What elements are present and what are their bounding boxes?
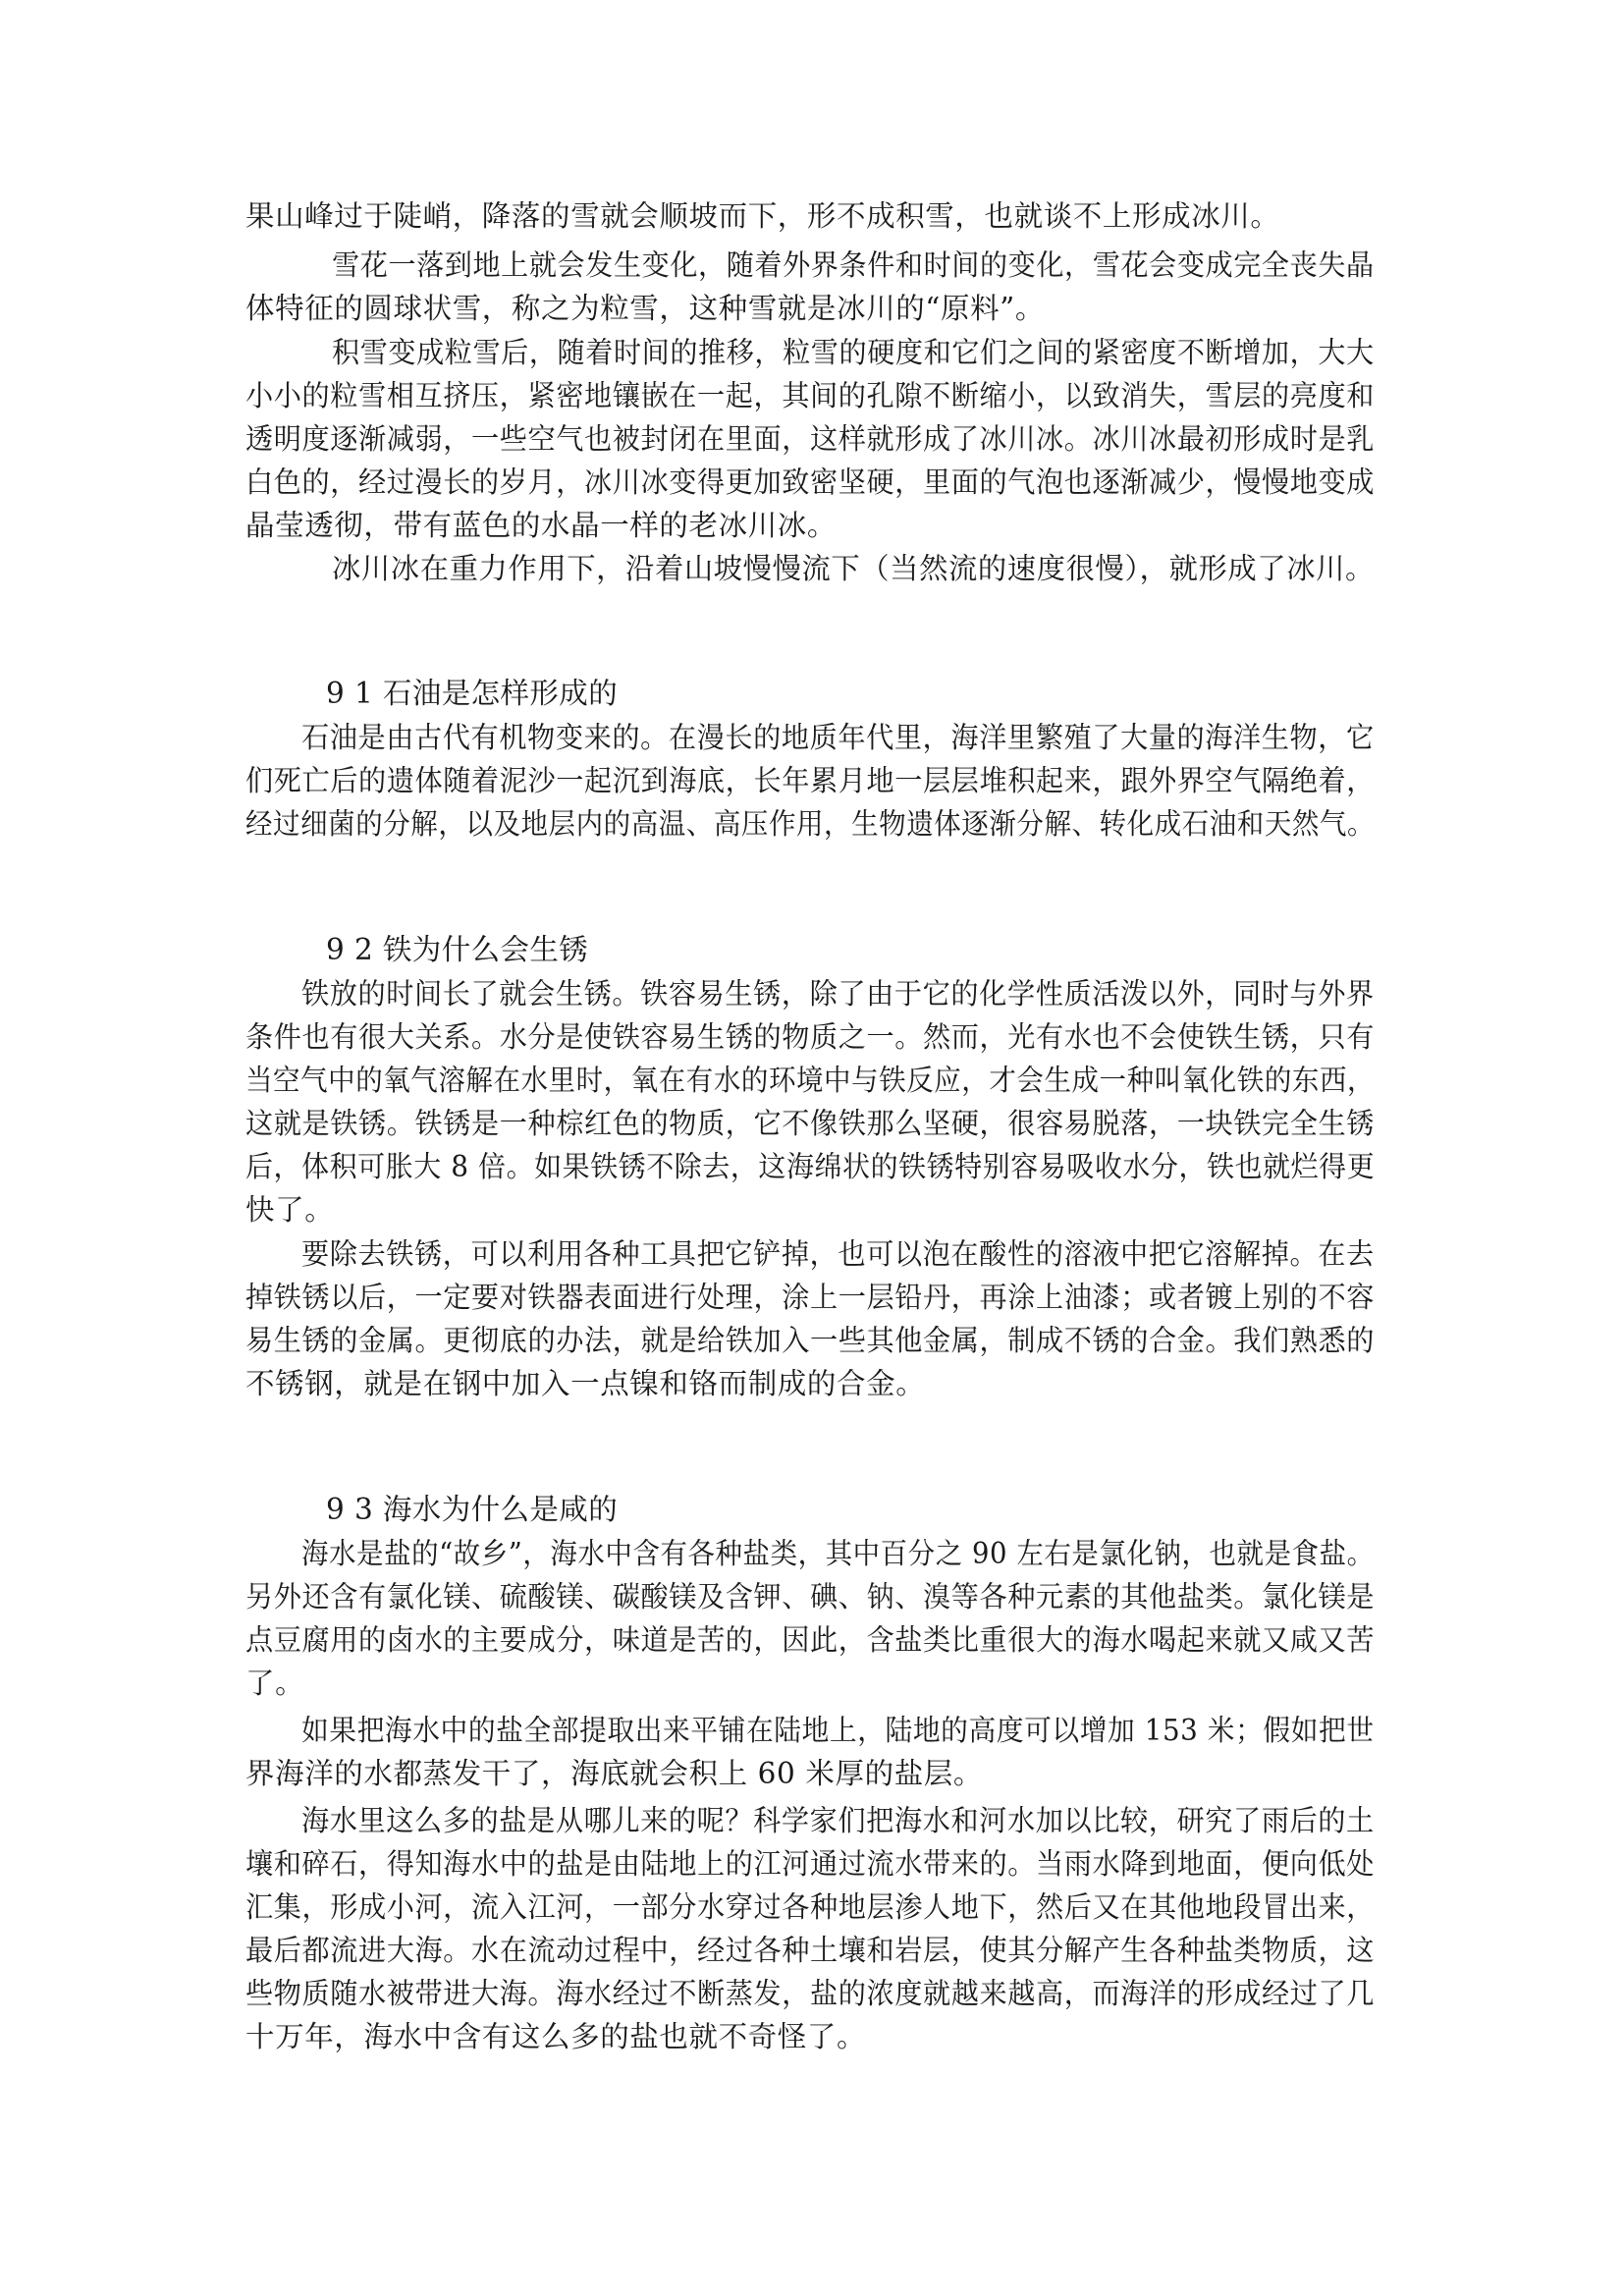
paragraph-line: 海水里这么多的盐是从哪儿来的呢？科学家们把海水和河水加以比较，研究了雨后的土	[301, 1804, 1375, 1837]
section-heading-rust: 9 2 铁为什么会生锈	[326, 933, 589, 966]
paragraph-line: 们死亡后的遗体随着泥沙一起沉到海底，长年累月地一层层堆积起来，跟外界空气隔绝着，	[245, 764, 1375, 797]
paragraph-line: 海水是盐的“故乡”，海水中含有各种盐类，其中百分之 90 左右是氯化钠，也就是食盐。	[301, 1537, 1375, 1570]
paragraph-line: 体特征的圆球状雪，称之为粒雪，这种雪就是冰川的“原料”。	[245, 292, 1045, 325]
paragraph-line: 积雪变成粒雪后，随着时间的推移，粒雪的硬度和它们之间的紧密度不断增加，大大	[332, 336, 1375, 369]
paragraph-line: 石油是由古代有机物变来的。在漫长的地质年代里，海洋里繁殖了大量的海洋生物，它	[301, 721, 1375, 754]
paragraph-line: 当空气中的氧气溶解在水里时，氧在有水的环境中与铁反应，才会生成一种叫氧化铁的东西，	[245, 1064, 1376, 1097]
paragraph-line: 些物质随水被带进大海。海水经过不断蒸发，盐的浓度就越来越高，而海洋的形成经过了几	[245, 1977, 1375, 2010]
paragraph-line: 小小的粒雪相互挤压，紧密地镶嵌在一起，其间的孔隙不断缩小，以致消失，雪层的亮度和	[245, 379, 1375, 412]
paragraph-line: 晶莹透彻，带有蓝色的水晶一样的老冰川冰。	[245, 509, 838, 542]
paragraph-line: 铁放的时间长了就会生锈。铁容易生锈，除了由于它的化学性质活泼以外，同时与外界	[301, 977, 1375, 1011]
section-heading-sea: 9 3 海水为什么是咸的	[326, 1493, 619, 1526]
paragraph-line: 白色的，经过漫长的岁月，冰川冰变得更加致密坚硬，里面的气泡也逐渐减少，慢慢地变成	[245, 465, 1375, 499]
paragraph-line: 界海洋的水都蒸发干了，海底就会积上 60 米厚的盐层。	[245, 1757, 983, 1790]
paragraph-line: 果山峰过于陡峭，降落的雪就会顺坡而下，形不成积雪，也就谈不上形成冰川。	[245, 199, 1280, 233]
paragraph-line: 后，体积可胀大 8 倍。如果铁锈不除去，这海绵状的铁锈特别容易吸收水分，铁也就烂得更	[245, 1150, 1376, 1183]
paragraph-line: 如果把海水中的盐全部提取出来平铺在陆地上，陆地的高度可以增加 153 米；假如把世	[301, 1714, 1375, 1747]
paragraph-line: 条件也有很大关系。水分是使铁容易生锈的物质之一。然而，光有水也不会使铁生锈，只有	[245, 1020, 1375, 1054]
paragraph-line: 冰川冰在重力作用下，沿着山坡慢慢流下（当然流的速度很慢），就形成了冰川。	[332, 552, 1375, 585]
paragraph-line: 汇集，形成小河，流入江河，一部分水穿过各种地层渗人地下，然后又在其他地段冒出来，	[245, 1890, 1375, 1924]
paragraph-line: 要除去铁锈，可以利用各种工具把它铲掉，也可以泡在酸性的溶液中把它溶解掉。在去	[301, 1237, 1375, 1271]
paragraph-line: 壤和碎石，得知海水中的盐是由陆地上的江河通过流水带来的。当雨水降到地面，便向低处	[245, 1847, 1375, 1881]
paragraph-line: 十万年，海水中含有这么多的盐也就不奇怪了。	[245, 2020, 867, 2053]
paragraph-line: 经过细菌的分解，以及地层内的高温、高压作用，生物遗体逐渐分解、转化成石油和天然气。	[245, 807, 1376, 841]
paragraph-line: 了。	[245, 1667, 305, 1700]
paragraph-line: 不锈钢，就是在钢中加入一点镍和铬而制成的合金。	[245, 1367, 926, 1400]
paragraph-line: 另外还含有氯化镁、硫酸镁、碳酸镁及含钾、碘、钠、溴等各种元素的其他盐类。氯化镁是	[245, 1580, 1375, 1613]
section-heading-oil: 9 1 石油是怎样形成的	[326, 677, 619, 710]
paragraph-line: 这就是铁锈。铁锈是一种棕红色的物质，它不像铁那么坚硬，很容易脱落，一块铁完全生锈	[245, 1107, 1375, 1140]
paragraph-line: 雪花一落到地上就会发生变化，随着外界条件和时间的变化，雪花会变成完全丧失晶	[332, 248, 1375, 282]
paragraph-line: 快了。	[245, 1193, 335, 1227]
paragraph-line: 点豆腐用的卤水的主要成分，味道是苦的，因此，含盐类比重很大的海水喝起来就又咸又苦	[245, 1623, 1375, 1657]
paragraph-line: 掉铁锈以后，一定要对铁器表面进行处理，涂上一层铅丹，再涂上油漆；或者镀上别的不容	[245, 1281, 1375, 1314]
paragraph-line: 易生锈的金属。更彻底的办法，就是给铁加入一些其他金属，制成不锈的合金。我们熟悉的	[245, 1324, 1375, 1357]
paragraph-line: 透明度逐渐减弱，一些空气也被封闭在里面，这样就形成了冰川冰。冰川冰最初形成时是乳	[245, 422, 1375, 456]
paragraph-line: 最后都流进大海。水在流动过程中，经过各种土壤和岩层，使其分解产生各种盐类物质，这	[245, 1934, 1375, 1967]
